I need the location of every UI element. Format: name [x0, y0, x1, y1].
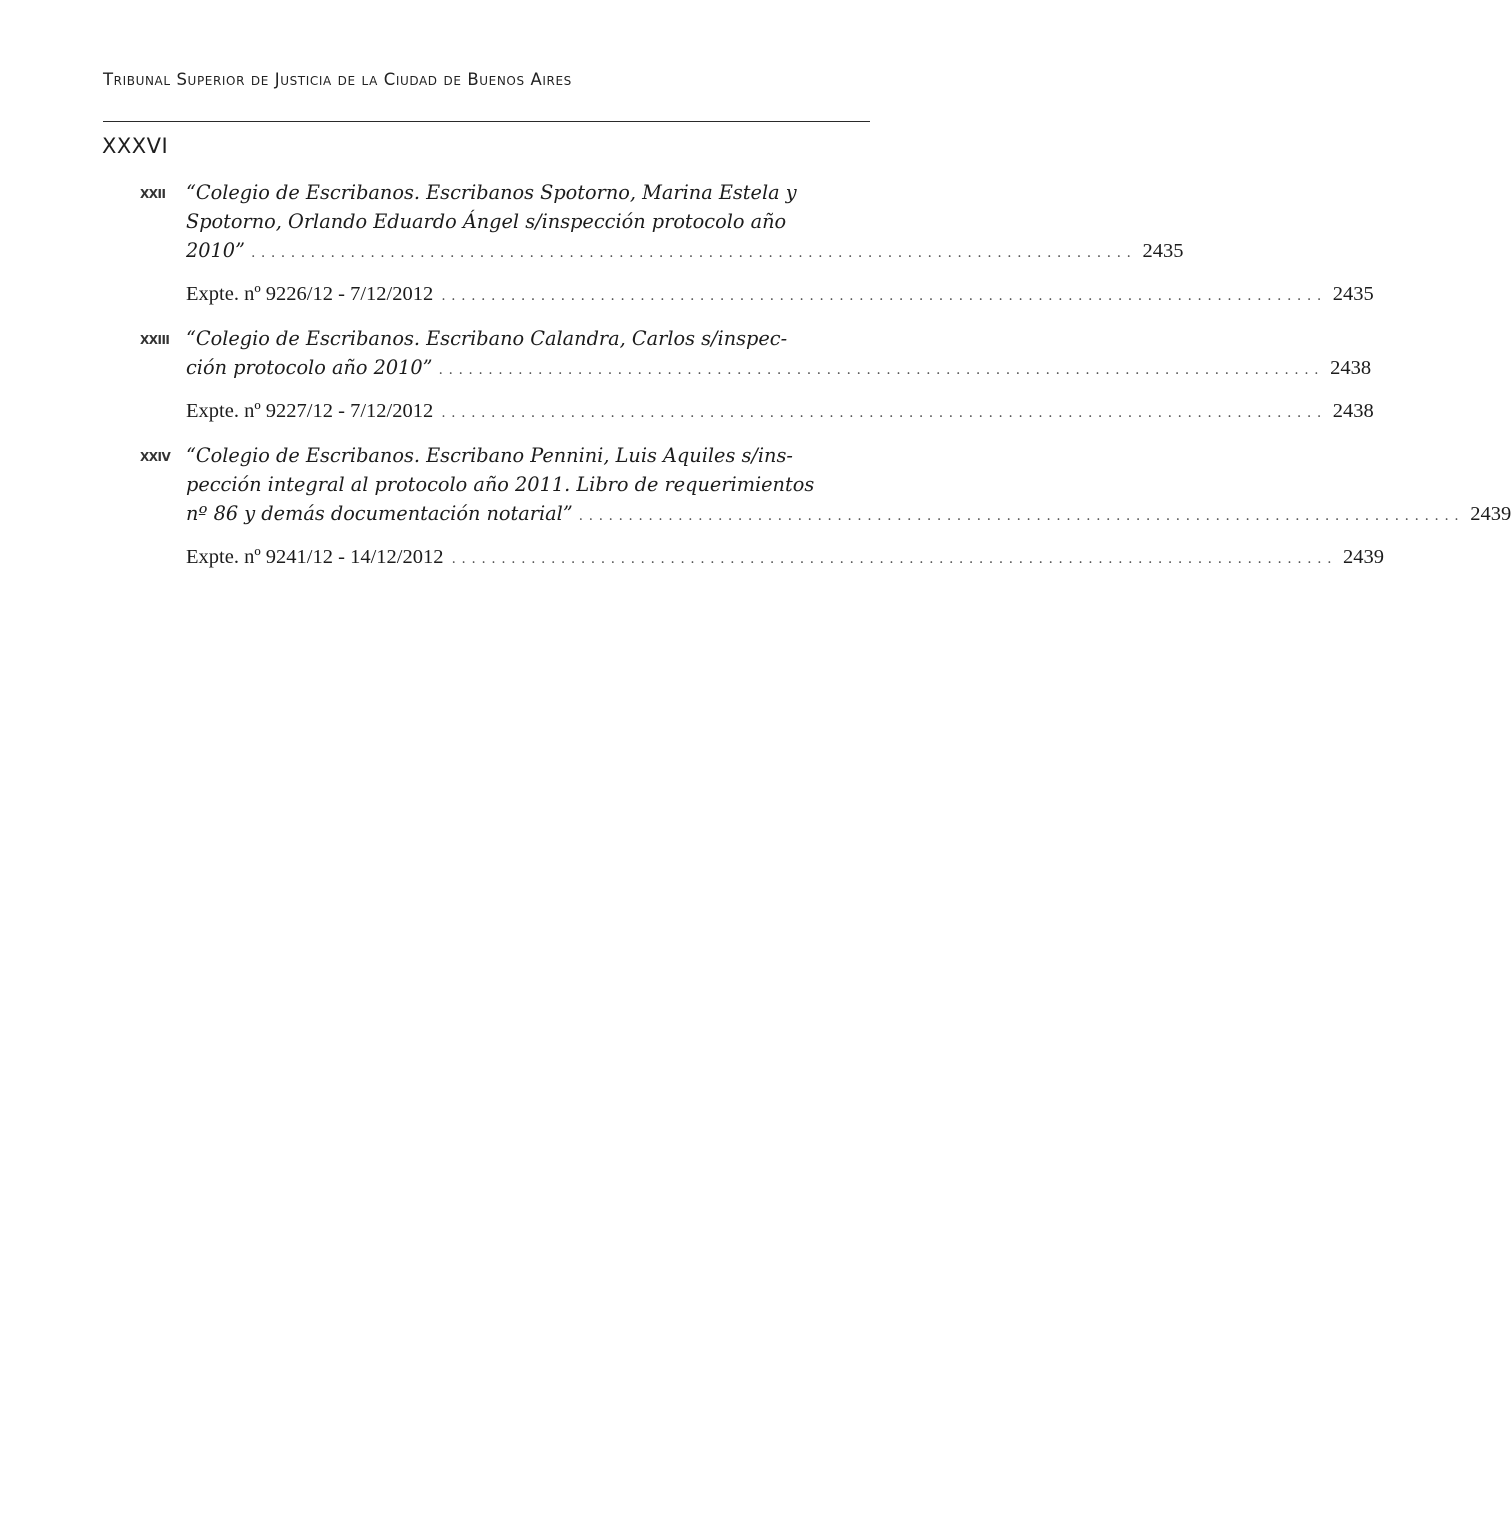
entry-expte — [140, 280, 1374, 310]
toc-entry — [140, 178, 1374, 310]
expte-page-ref: 2438 — [1332, 400, 1374, 422]
expte-text: Expte. nº 9226/12 - 7/12/2012 — [186, 283, 434, 305]
entry-number: XXIII — [140, 333, 170, 347]
entry-title-line: nº 86 y demás documentación notarial” — [186, 502, 573, 525]
entry-title-line: “Colegio de Escribanos. Escribanos Spotorno, Marina Estela y — [186, 181, 797, 204]
page-number: XXXVI — [102, 134, 169, 158]
expte-page-ref: 2439 — [1343, 546, 1385, 568]
dot-leader: ......................................................................................... — [250, 245, 1137, 261]
entry-title-line: “Colegio de Escribanos. Escribano Pennini, Luis Aquiles s/ins- — [186, 444, 793, 467]
entry-expte — [140, 543, 1385, 573]
entry-title-line: 2010” — [186, 239, 245, 262]
dot-leader: ......................................................................................... — [451, 551, 1338, 567]
entry-page-ref: 2435 — [1142, 240, 1184, 262]
entry-title-last-line — [186, 499, 1511, 531]
header-rule — [103, 121, 870, 122]
entry-title — [140, 441, 1511, 531]
toc-entry — [140, 441, 1511, 573]
expte-text: Expte. nº 9241/12 - 14/12/2012 — [186, 546, 444, 568]
entry-expte — [140, 397, 1374, 427]
expte-text: Expte. nº 9227/12 - 7/12/2012 — [186, 400, 434, 422]
entry-title-line: Spotorno, Orlando Eduardo Ángel s/inspección protocolo año — [186, 210, 787, 233]
entry-title-last-line — [186, 353, 1372, 385]
entry-number: XXII — [140, 187, 166, 201]
entry-title — [140, 324, 1372, 385]
dot-leader: ......................................................................................... — [438, 362, 1325, 378]
entry-title-line: ción protocolo año 2010” — [186, 356, 433, 379]
entry-title — [140, 178, 1184, 268]
dot-leader: ......................................................................................... — [441, 288, 1327, 304]
running-header: Tribunal Superior de Justicia de la Ciudad de Buenos Aires — [103, 70, 572, 89]
toc-entry — [140, 324, 1374, 427]
entry-title-last-line — [186, 236, 1184, 268]
entry-page-ref: 2438 — [1330, 357, 1372, 379]
entry-title-line: pección integral al protocolo año 2011. Libro de requerimientos — [186, 473, 815, 496]
table-of-contents — [140, 178, 1511, 587]
entry-page-ref: 2439 — [1470, 503, 1511, 525]
dot-leader: ......................................................................................... — [578, 508, 1465, 524]
expte-page-ref: 2435 — [1332, 283, 1374, 305]
entry-title-line: “Colegio de Escribanos. Escribano Calandra, Carlos s/inspec- — [186, 327, 788, 350]
dot-leader: ......................................................................................... — [441, 405, 1327, 421]
entry-number: XXIV — [140, 450, 171, 464]
